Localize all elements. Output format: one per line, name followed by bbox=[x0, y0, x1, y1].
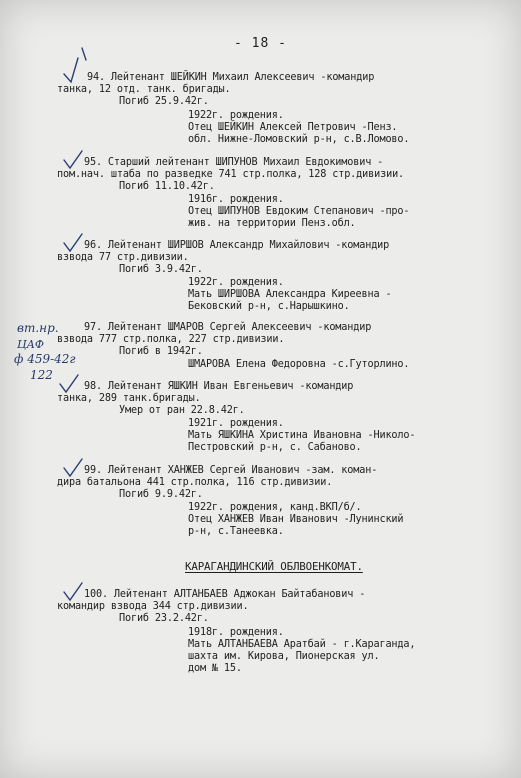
entry-96-line-1: 96. Лейтенант ШИРШОВ Александр Михайлович -командир bbox=[84, 240, 390, 251]
entry-96-line-6: Бековский р-н, с.Нарышкино. bbox=[188, 301, 350, 312]
entry-98-line-2: танка, 289 танк.бригады. bbox=[57, 393, 201, 404]
entry-99-line-1: 99. Лейтенант ХАНЖЕВ Сергей Иванович -зам. коман- bbox=[84, 465, 378, 476]
entry-100-line-4: 1918г. рождения. bbox=[188, 627, 284, 638]
entry-96-line-2: взвода 77 стр.дивизии. bbox=[57, 252, 189, 263]
entry-94-line-1: 94. Лейтенант ШЕЙКИН Михаил Алексеевич -командир bbox=[87, 72, 375, 83]
entry-95-line-3: Погиб 11.10.42г. bbox=[119, 181, 215, 192]
entry-97-line-1: 97. Лейтенант ШМАРОВ Сергей Алексеевич -командир bbox=[84, 322, 372, 333]
entry-94-line-2: танка, 12 отд. танк. бригады. bbox=[57, 84, 231, 95]
entry-95-line-6: жив. на территории Пенз.обл. bbox=[188, 218, 356, 229]
entry-94-line-5: Отец ШЕЙКИН Алексей Петрович -Пенз. bbox=[188, 122, 398, 133]
entry-99-line-3: Погиб 9.9.42г. bbox=[119, 489, 203, 500]
entry-100-line-5: Мать АЛТАНБАЕВА Аратбай - г.Караганда, bbox=[188, 639, 416, 650]
entry-98-line-3: Умер от ран 22.8.42г. bbox=[119, 405, 245, 416]
entry-96-line-4: 1922г. рождения. bbox=[188, 277, 284, 288]
entry-95-line-2: пом.нач. штаба по разведке 741 стр.полка, 128 стр.дивизии. bbox=[57, 169, 405, 180]
entry-99-line-2: дира батальона 441 стр.полка, 116 стр.дивизии. bbox=[57, 477, 333, 488]
entry-97-line-3: Погиб в 1942г. bbox=[119, 346, 203, 357]
entry-100-line-7: дом № 15. bbox=[188, 663, 242, 674]
entry-95-line-5: Отец ШИПУНОВ Евдоким Степанович -про- bbox=[188, 206, 410, 217]
page-number: - 18 - bbox=[234, 36, 287, 51]
entry-100-line-2: командир взвода 344 стр.дивизии. bbox=[57, 601, 249, 612]
handwritten-note: ЦАФ bbox=[17, 338, 45, 351]
entry-98-line-6: Пестровский р-н, с. Сабаново. bbox=[188, 442, 362, 453]
entry-94-line-4: 1922г. рождения. bbox=[188, 110, 284, 121]
entry-95-line-4: 1916г. рождения. bbox=[188, 194, 284, 205]
entry-96-line-5: Мать ШИРШОВА Александра Киреевна - bbox=[188, 289, 392, 300]
entry-100-line-3: Погиб 23.2.42г. bbox=[119, 613, 209, 624]
handwritten-note: вт.нр. bbox=[17, 321, 59, 335]
entry-100-line-1: 100. Лейтенант АЛТАНБАЕВ Аджокан Байтабанович - bbox=[84, 589, 366, 600]
handwritten-note: ф 459-42г bbox=[14, 352, 76, 366]
entry-99-line-4: 1922г. рождения, канд.ВКП/б/. bbox=[188, 502, 362, 513]
entry-94-line-3: Погиб 25.9.42г. bbox=[119, 96, 209, 107]
checkmark-icon bbox=[60, 148, 88, 172]
entry-99-line-6: р-н, с.Танеевка. bbox=[188, 526, 284, 537]
entry-94-line-6: обл. Нижне-Ломовский р-н, с.В.Ломово. bbox=[188, 134, 410, 145]
checkmark-icon bbox=[60, 580, 88, 604]
checkmark-icon bbox=[56, 372, 84, 396]
entry-97-line-2: взвода 777 стр.полка, 227 стр.дивизии. bbox=[57, 334, 285, 345]
section-heading: КАРАГАНДИНСКИЙ ОБЛВОЕНКОМАТ. bbox=[185, 560, 363, 573]
entry-98-line-5: Мать ЯШКИНА Христина Ивановна -Николо- bbox=[188, 430, 416, 441]
entry-98-line-4: 1921г. рождения. bbox=[188, 418, 284, 429]
entry-100-line-6: шахта им. Кирова, Пионерская ул. bbox=[188, 651, 380, 662]
entry-99-line-5: Отец ХАНЖЕВ Иван Иванович -Лунинский bbox=[188, 514, 404, 525]
entry-97-line-4: ШМАРОВА Елена Федоровна -с.Гуторлино. bbox=[188, 359, 410, 370]
entry-95-line-1: 95. Старший лейтенант ШИПУНОВ Михаил Евдокимович - bbox=[84, 157, 384, 168]
handwritten-note: 122 bbox=[30, 368, 53, 382]
checkmark-icon bbox=[60, 231, 88, 255]
entry-96-line-3: Погиб 3.9.42г. bbox=[119, 264, 203, 275]
checkmark-icon bbox=[60, 456, 88, 480]
entry-98-line-1: 98. Лейтенант ЯШКИН Иван Евгеньевич -командир bbox=[84, 381, 354, 392]
checkmark-icon bbox=[60, 44, 94, 86]
